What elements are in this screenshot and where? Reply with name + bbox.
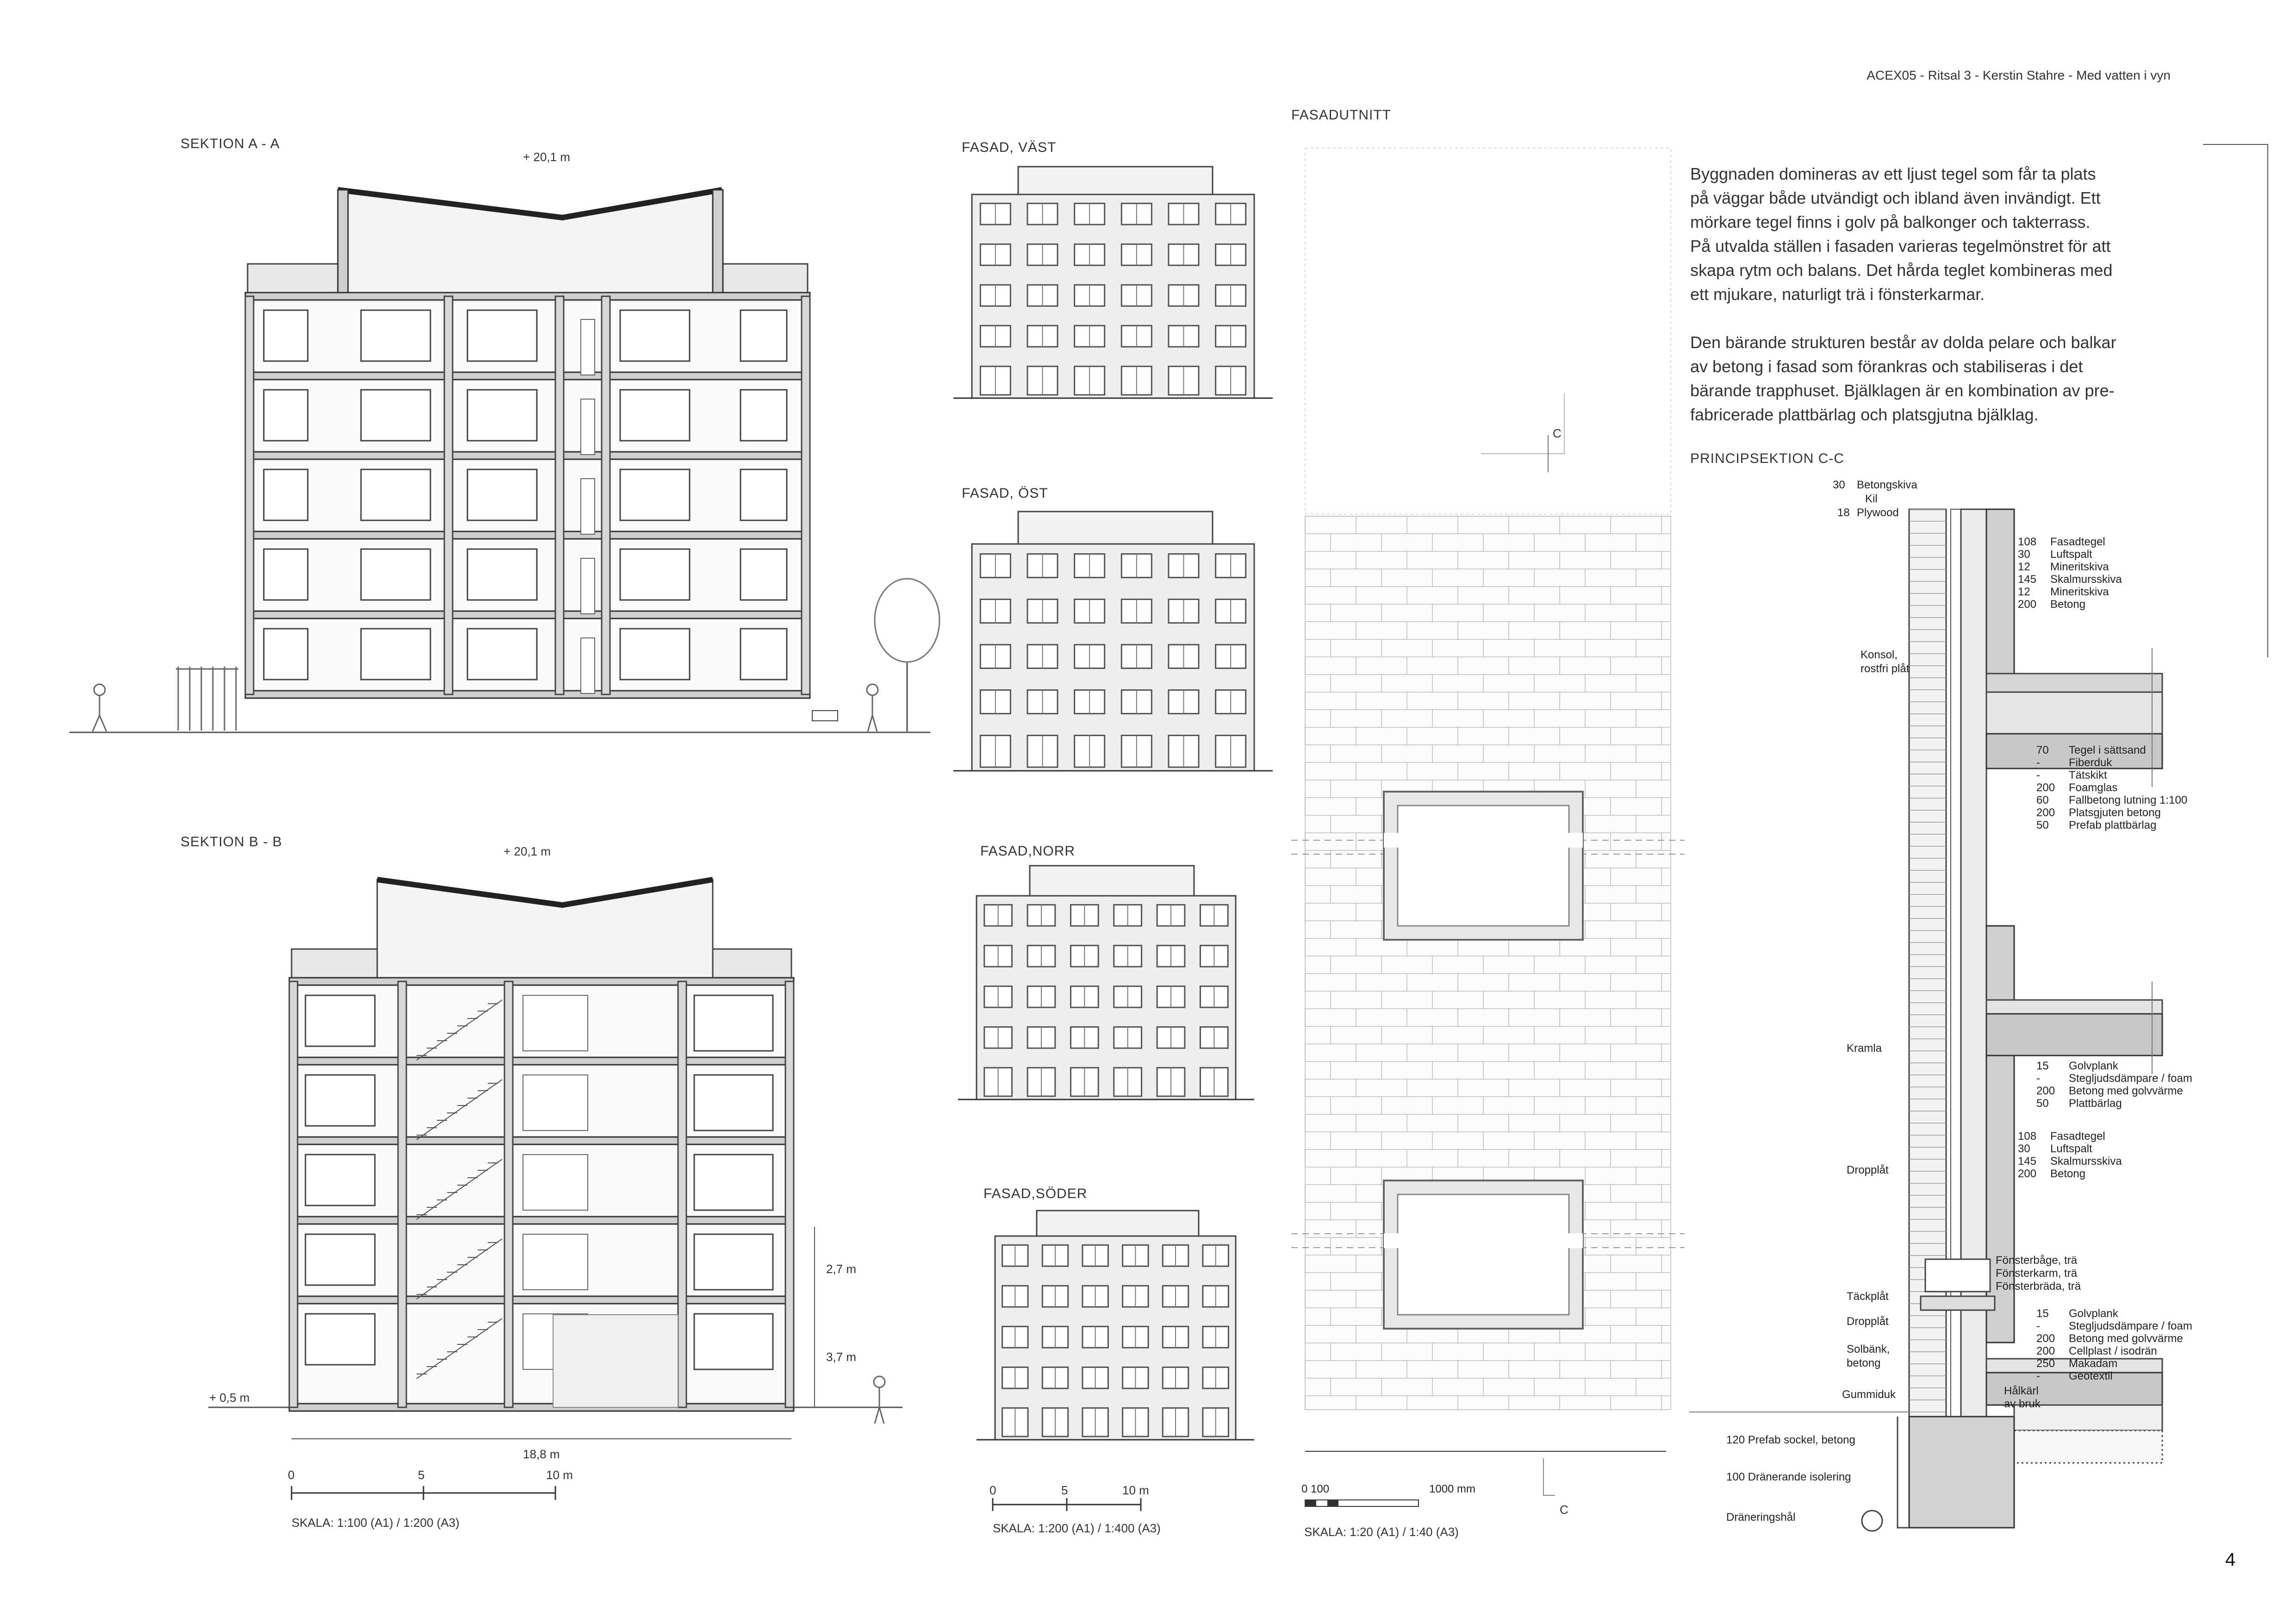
label-layer: Fasadtegel [2050,536,2105,548]
section-aa-window [467,629,537,680]
section-aa-window [740,629,787,680]
section-bb-floor-slab [289,1404,794,1411]
sheet-header: ACEX05 - Ritsal 3 - Kerstin Stahre - Med vatten i vyn [1867,68,2171,82]
facade-east-body [972,544,1254,771]
section-aa-window [467,310,537,361]
section-bb-window [694,995,773,1051]
label-layer: Stegljudsdämpare / foam [2069,1072,2192,1085]
section-marker-bottom: C [1560,1503,1568,1517]
description-line: På utvalda ställen i fasaden varieras tegelmönstret för att [1690,237,2111,256]
label-thickness: 108 [2018,536,2037,548]
label-layer: Mineritskiva [2050,586,2109,598]
section-aa-title: SEKTION A - A [180,136,280,151]
section-aa-floor-slab [245,691,810,698]
section-aa-person [867,684,878,695]
label-layer: Tegel i sättsand [2069,744,2146,756]
facades-scale-tick: 5 [1061,1483,1068,1497]
label-thickness: 250 [2036,1357,2055,1370]
section-bb-brick-wall [553,1315,678,1407]
principsektion [1689,451,2192,1531]
description-line: av betong i fasad som förankras och stabiliseras i det [1690,357,2083,376]
label-thickness: 30 [2018,548,2030,561]
principsektion-drain-hole [1862,1511,1882,1531]
section-bb-window [305,1314,375,1365]
facade-cut-upper-area [1305,148,1671,514]
page-number: 4 [2225,1549,2236,1570]
section-bb-title: SEKTION B - B [180,834,282,849]
section-bb-penthouse [377,880,713,981]
label-thickness: 70 [2036,744,2049,756]
facades-scale-tick: 0 [989,1483,996,1497]
section-bb-window [694,1314,773,1369]
section-bb-scale-tick: 5 [418,1468,425,1482]
section-aa-window [740,469,787,520]
section-aa-window [361,469,430,520]
section-bb-floor-slab [289,1296,794,1304]
section-bb-floors [289,978,794,1411]
section-aa-window [620,549,690,600]
principsektion-foamglas [1986,692,2162,734]
description-line: Den bärande strukturen består av dolda pelare och balkar [1690,333,2116,352]
section-aa-window [740,310,787,361]
description-line: ett mjukare, naturligt trä i fönsterkarmar. [1690,285,1985,304]
section-marker-top: C [1553,426,1562,440]
section-bb-width-label: 18,8 m [523,1447,560,1461]
section-aa-ground-level-marker [812,711,838,721]
description-line: Byggnaden domineras av ett ljust tegel som får ta plats [1690,164,2096,183]
section-aa-penthouse-wall [713,190,723,296]
label-draneringshal: Dräneringshål [1726,1511,1796,1524]
label-layer: Luftspalt [2050,1143,2092,1155]
section-aa-window [740,549,787,600]
label-thickness: 60 [2036,794,2049,806]
principsektion-window-frame [1925,1259,1990,1292]
label-thickness: 50 [2036,819,2049,831]
label-layer: Stegljudsdämpare / foam [2069,1320,2192,1332]
section-bb-wall [289,981,298,1407]
section-aa-door [581,399,595,455]
section-aa-wall [802,296,810,694]
section-bb-scale-bar [292,1486,555,1500]
section-aa-person [93,695,106,731]
label-thickness: 12 [2018,586,2030,598]
label-layer: Fiberduk [2069,756,2112,769]
facade-north-top-floor [1030,866,1194,898]
section-bb-wall [678,981,686,1407]
label-thickness: 145 [2018,573,2037,586]
label-dropplat: Dropplåt [1847,1164,1889,1176]
facades-group [953,167,1273,1440]
section-aa-floor-slab [245,293,810,300]
label-layer: Makadam [2069,1357,2118,1370]
label-layer: Betong [2050,598,2086,611]
facade-north-title: FASAD,NORR [980,843,1076,859]
facade-cut-scale-end: 1000 mm [1429,1483,1476,1495]
facade-south-title: FASAD,SÖDER [983,1186,1088,1201]
section-aa-window [264,469,308,520]
facade-cut-opening-outline [1481,394,1564,454]
label-thickness: - [2036,769,2040,781]
section-aa-window [467,469,537,520]
section-aa-penthouse [338,190,722,296]
facade-cut-scale-ruler [1305,1500,1419,1506]
section-aa-window [467,390,537,441]
section-aa-floor-slab [245,611,810,618]
section-aa [69,136,940,732]
principsektion-title: PRINCIPSEKTION C-C [1690,451,1845,466]
section-bb-height-label: + 20,1 m [504,844,551,858]
section-aa-tree [875,579,940,732]
label-layer: Betongskiva [1857,479,1917,491]
label-layer: Kil [1865,493,1878,505]
label-thickness: 30 [1833,479,1845,491]
principsektion-roof-layer [1986,674,2162,692]
section-bb-person [875,1387,884,1424]
section-bb-window [694,1075,773,1131]
label-thickness: 200 [2036,806,2055,819]
section-bb-floor-height-1: 2,7 m [826,1262,857,1276]
section-aa-floors [245,293,810,698]
section-bb-wall [785,981,794,1407]
section-aa-window [264,390,308,441]
label-isolering: 100 Dränerande isolering [1726,1471,1851,1483]
label-thickness: 200 [2036,1345,2055,1357]
label-gummiduk: Gummiduk [1842,1388,1896,1401]
label-thickness: 50 [2036,1097,2049,1110]
label-thickness: 15 [2036,1060,2049,1072]
section-bb-window [305,1075,375,1126]
label-layer: Platsgjuten betong [2069,806,2161,819]
label-layer: Skalmursskiva [2050,1155,2122,1168]
label-thickness: 200 [2018,1168,2037,1180]
facade-west-title: FASAD, VÄST [962,140,1057,155]
section-bb-floor-height-2: 3,7 m [826,1350,857,1364]
principsektion-floor-slab [1986,1014,2162,1056]
label-layer: Betong med golvvärme [2069,1332,2183,1345]
description-line: skapa rytm och balans. Det hårda teglet kombineras med [1690,261,2113,280]
label-window-part: Fönsterbräda, trä [1996,1280,2081,1293]
section-bb-window [694,1155,773,1210]
section-aa-floor-slab [245,452,810,459]
description-line: bärande trapphuset. Bjälklagen är en kombination av pre- [1690,381,2115,400]
section-bb-floor-slab [289,1137,794,1144]
facades-scale-bar [993,1498,1141,1511]
label-layer: Skalmursskiva [2050,573,2122,586]
section-aa-window [467,549,537,600]
section-aa-door [581,638,595,693]
label-layer: Plywood [1857,506,1899,519]
section-aa-wall [602,296,610,694]
section-bb-room [523,1075,588,1131]
section-aa-window [620,469,690,520]
label-thickness: 200 [2018,598,2037,611]
section-aa-fence [176,667,238,731]
section-aa-wall [245,296,254,694]
label-thickness: 18 [1837,506,1850,519]
section-bb-room [523,1234,588,1290]
label-layer: Fasadtegel [2050,1130,2105,1143]
label-layer: Fallbetong lutning 1:100 [2069,794,2188,806]
label-layer: Luftspalt [2050,548,2092,561]
label-thickness: - [2036,756,2040,769]
section-bb-floor-slab [289,978,794,985]
section-aa-window [361,629,430,680]
label-group-wall-top [2018,536,2122,611]
label-thickness: 200 [2036,1085,2055,1097]
section-aa-height-label: + 20,1 m [523,150,570,164]
label-thickness: - [2036,1072,2040,1085]
description-line: på väggar både utvändigt och ibland även invändigt. Ett [1690,188,2101,207]
facade-east-top-floor [1018,512,1213,549]
label-layer: Tätskikt [2069,769,2107,781]
section-bb-scale-tick: 10 m [546,1468,573,1482]
section-bb-floor-slab [289,1217,794,1224]
label-thickness: 15 [2036,1307,2049,1320]
label-layer: Geotextil [2069,1370,2113,1382]
section-bb-room [523,995,588,1051]
label-thickness: 30 [2018,1143,2030,1155]
label-layer: Golvplank [2069,1307,2118,1320]
section-aa-window [264,310,308,361]
label-layer: Cellplast / isodrän [2069,1345,2157,1357]
facade-south-top-floor [1037,1211,1199,1238]
label-sockel: 120 Prefab sockel, betong [1726,1434,1855,1446]
description-line: mörkare tegel finns i golv på balkonger och takterrass. [1690,212,2091,231]
label-halkarl: av bruk [2004,1398,2041,1410]
section-aa-door [581,479,595,534]
label-thickness: - [2036,1370,2040,1382]
principsektion-sill [1921,1296,1995,1310]
section-aa-window [264,629,308,680]
facade-north-body [977,896,1236,1099]
section-aa-window [361,390,430,441]
section-bb-person [874,1376,885,1387]
section-aa-window [361,310,430,361]
section-aa-person [94,684,105,695]
facade-cut [1291,107,1685,1539]
label-layer: Prefab plattbärlag [2069,819,2157,831]
principsektion-makadam [2014,1430,2162,1463]
label-konsol: rostfri plåt [1860,662,1910,675]
section-aa-door [581,558,595,614]
section-bb-scale-tick: 0 [288,1468,295,1482]
label-solbank: Solbänk, [1847,1343,1890,1355]
principsektion-floor-finish [1986,1000,2162,1014]
label-thickness: 12 [2018,561,2030,573]
facade-cut-scale-start: 0 100 [1301,1483,1330,1495]
section-bb-ground-label: + 0,5 m [209,1391,250,1405]
label-dropplat: Dropplåt [1847,1315,1889,1328]
description [1690,164,2116,424]
label-kramla: Kramla [1847,1042,1882,1055]
section-cut-line-bottom [1543,1458,1555,1495]
facade-east-title: FASAD, ÖST [962,486,1048,501]
label-layer: Plattbärlag [2069,1097,2122,1110]
facade-west-body [972,194,1254,398]
label-konsol: Konsol, [1860,649,1898,661]
label-halkarl: Hålkärl [2004,1385,2039,1397]
label-window-part: Fönsterkarm, trä [1996,1267,2078,1280]
description-line: fabricerade plattbärlag och platsgjutna bjälklag. [1690,405,2039,424]
section-bb-scale-label: SKALA: 1:100 (A1) / 1:200 (A3) [292,1516,460,1530]
label-window-part: Fönsterbåge, trä [1996,1254,2078,1267]
facade-cut-title: FASADUTNITT [1291,107,1392,123]
label-layer: Mineritskiva [2050,561,2109,573]
section-aa-floor-slab [245,531,810,539]
label-thickness: 200 [2036,1332,2055,1345]
label-solbank: betong [1847,1357,1881,1369]
principsektion-foundation [1909,1417,2014,1528]
section-bb-window [305,1234,375,1285]
label-layer: Foamglas [2069,781,2118,794]
section-bb-floor-slab [289,1057,794,1065]
principsektion-drain-insulation [1898,1417,1909,1528]
section-aa-penthouse-wall [338,190,348,296]
section-bb-wall [504,981,513,1407]
section-aa-door [581,319,595,375]
section-aa-window [264,549,308,600]
facade-cut-window-upper [1384,792,1583,940]
label-layer: Golvplank [2069,1060,2118,1072]
label-thickness: 200 [2036,781,2055,794]
section-bb-window [305,1155,375,1206]
section-bb-room [523,1155,588,1210]
section-aa-wall [444,296,453,694]
label-thickness: 145 [2018,1155,2037,1168]
section-bb-wall [398,981,406,1407]
section-aa-window [620,310,690,361]
facade-cut-scale-label: SKALA: 1:20 (A1) / 1:40 (A3) [1304,1525,1459,1539]
facades-scale-label: SKALA: 1:200 (A1) / 1:400 (A3) [993,1521,1161,1535]
section-aa-window [620,629,690,680]
label-thickness: 108 [2018,1130,2037,1143]
section-bb [180,834,902,1530]
section-aa-window [361,549,430,600]
section-aa-wall [555,296,564,694]
facade-south-body [995,1236,1236,1440]
label-group-wall-mid [2018,1130,2122,1180]
section-aa-window [620,390,690,441]
section-aa-floor-slab [245,372,810,380]
facade-cut-window-lower [1384,1181,1583,1329]
section-bb-window [305,995,375,1046]
label-layer: Betong med golvvärme [2069,1085,2183,1097]
section-bb-window [694,1234,773,1290]
facades-scale-tick: 10 m [1122,1483,1149,1497]
label-group-floor [2036,1060,2192,1110]
label-layer: Betong [2050,1168,2086,1180]
label-tackplat: Täckplåt [1847,1290,1889,1303]
frame-corner-mark [2203,144,2268,657]
section-aa-window [740,390,787,441]
section-aa-person [868,695,877,731]
label-thickness: - [2036,1320,2040,1332]
